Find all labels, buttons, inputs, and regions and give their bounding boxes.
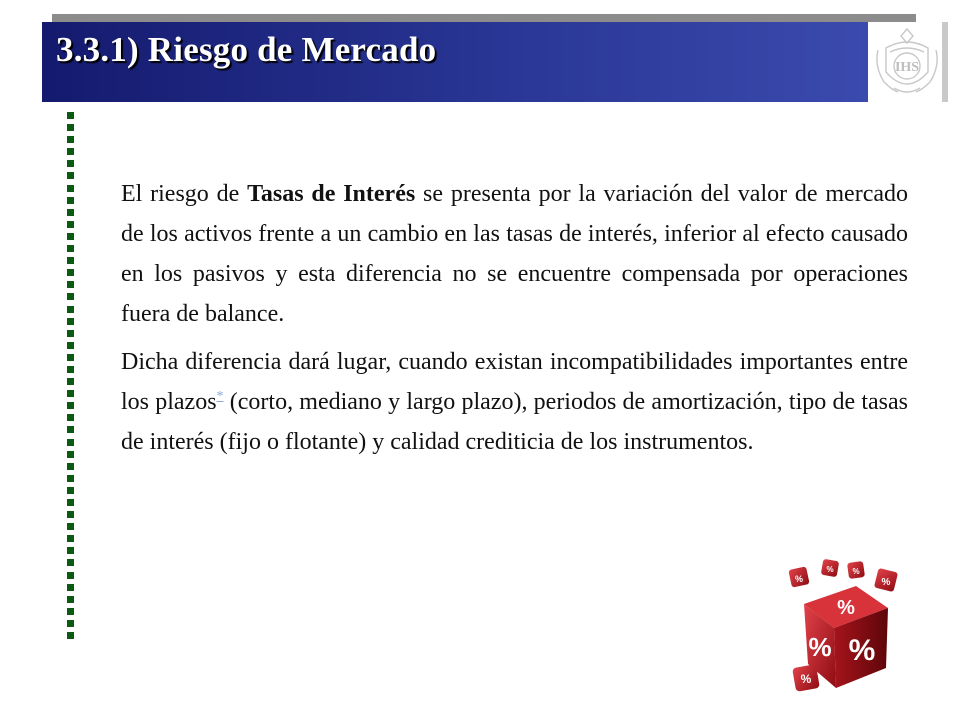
- small-dice-symbol-2: %: [826, 565, 834, 574]
- decorative-dot: [67, 451, 74, 458]
- footnote-link[interactable]: *: [216, 389, 224, 404]
- decorative-dot: [67, 402, 74, 409]
- decorative-dot-column: [67, 112, 75, 644]
- decorative-dot: [67, 584, 74, 591]
- decorative-dot: [67, 233, 74, 240]
- p2-text-start: Dicha diferencia dará lugar, cuando existan incompatibilidades importantes entre los plazos: [121, 349, 908, 415]
- decorative-dot: [67, 511, 74, 518]
- decorative-dot: [67, 366, 74, 373]
- decorative-dot: [67, 209, 74, 216]
- p1-bold-term: Tasas de Interés: [247, 181, 416, 207]
- decorative-dot: [67, 608, 74, 615]
- decorative-dot: [67, 426, 74, 433]
- decorative-dot: [67, 439, 74, 446]
- decorative-dot: [67, 293, 74, 300]
- decorative-dot: [67, 124, 74, 131]
- decorative-dot: [67, 572, 74, 579]
- decorative-dot: [67, 378, 74, 385]
- paragraph-difference: [121, 342, 908, 462]
- decorative-dot: [67, 281, 74, 288]
- p1-text-start: El riesgo de: [121, 181, 248, 207]
- decorative-dot: [67, 390, 74, 397]
- crest-logo: [868, 22, 948, 102]
- decorative-dot: [67, 136, 74, 143]
- decorative-dot: [67, 160, 74, 167]
- decorative-dot: [67, 487, 74, 494]
- p1-text-end: se presenta por la variación del valor de mercado de los activos frente a un cambio en las tasas de interés, inferior al efecto causado en los pasivos y esta diferencia no se encuentre compensada por operaciones fuera de balance.: [121, 181, 909, 327]
- decorative-dot: [67, 197, 74, 204]
- small-dice-symbol-1: %: [794, 574, 804, 584]
- decorative-dot: [67, 269, 74, 276]
- decorative-dot: [67, 185, 74, 192]
- decorative-dot: [67, 547, 74, 554]
- decorative-dot: [67, 535, 74, 542]
- decorative-dot: [67, 148, 74, 155]
- decorative-dot: [67, 523, 74, 530]
- decorative-dot: [67, 112, 74, 119]
- paragraph-interest-rate-risk: [121, 174, 908, 334]
- decorative-dot: [67, 463, 74, 470]
- decorative-dot: [67, 257, 74, 264]
- p2-text-end: (corto, mediano y largo plazo), periodos de amortización, tipo de tasas de interés (fijo o flotante) y calidad crediticia de los instrumentos.: [121, 389, 908, 455]
- decorative-dot: [67, 354, 74, 361]
- decorative-dot: [67, 306, 74, 313]
- decorative-dot: [67, 172, 74, 179]
- dice-symbol-top: %: [837, 597, 855, 619]
- decorative-dot: [67, 342, 74, 349]
- decorative-dot: [67, 414, 74, 421]
- decorative-dot: [67, 221, 74, 228]
- small-dice-symbol-5: %: [800, 672, 812, 686]
- decorative-dot: [67, 499, 74, 506]
- decorative-dot: [67, 632, 74, 639]
- small-dice-symbol-4: %: [881, 577, 891, 588]
- decorative-dot: [67, 475, 74, 482]
- small-dice-symbol-3: %: [852, 567, 860, 576]
- decorative-dot: [67, 559, 74, 566]
- title-bar: [42, 22, 920, 102]
- dice-symbol-left: %: [808, 632, 832, 662]
- decorative-dot: [67, 330, 74, 337]
- decorative-dot: [67, 596, 74, 603]
- crest-icon: [872, 26, 942, 98]
- percent-dice-image: [782, 556, 912, 696]
- decorative-dot: [67, 318, 74, 325]
- slide-title: 3.3.1) Riesgo de Mercado: [56, 30, 437, 69]
- crest-letters: IHS: [894, 60, 920, 75]
- dice-symbol-right: %: [848, 634, 876, 667]
- slide-content: [121, 174, 908, 462]
- decorative-dot: [67, 620, 74, 627]
- decorative-dot: [67, 245, 74, 252]
